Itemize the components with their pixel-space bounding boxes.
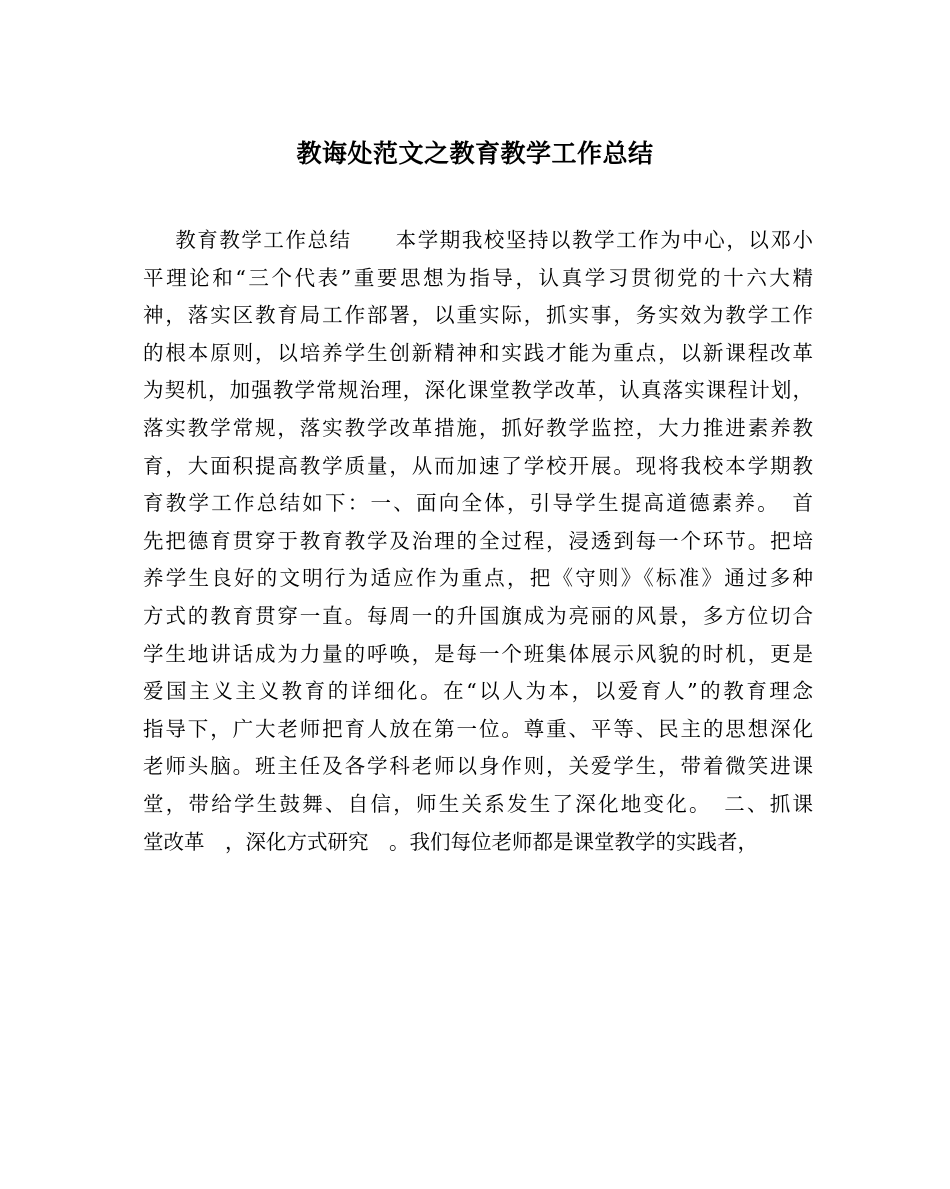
body-line: 堂，带给学生鼓舞、自信，师生关系发生了深化地变化。 二、抓课 — [143, 791, 813, 816]
body-line: 老师头脑。班主任及各学科老师以身作则，关爱学生，带着微笑进课 — [143, 754, 813, 779]
body-line: 爱国主义主义教育的详细化。在“以人为本，以爱育人”的教育理念 — [143, 679, 813, 704]
body-line: 的根本原则，以培养学生创新精神和实践才能为重点，以新课程改革 — [143, 340, 813, 365]
body-line: 平理论和“三个代表”重要思想为指导，认真学习贯彻党的十六大精 — [143, 265, 813, 290]
body-line: 神，落实区教育局工作部署，以重实际，抓实事，务实效为教学工作 — [143, 303, 813, 328]
body-line: 育，大面积提高教学质量，从而加速了学校开展。现将我校本学期教 — [143, 453, 813, 478]
body-line: 方式的教育贯穿一直。每周一的升国旗成为亮丽的风景，多方位切合 — [143, 603, 813, 628]
body-line: 堂改革 ，深化方式研究 。我们每位老师都是课堂教学的实践者， — [143, 829, 758, 854]
document-title: 教诲处范文之教育教学工作总结 — [296, 139, 654, 168]
body-line: 指导下，广大老师把育人放在第一位。尊重、平等、民主的思想深化 — [143, 716, 813, 741]
body-line: 教育教学工作总结 本学期我校坚持以教学工作为中心，以邓小 — [143, 228, 813, 252]
body-line: 落实教学常规，落实教学改革措施，抓好教学监控，大力推进素养教 — [143, 415, 813, 440]
document-body — [143, 222, 813, 861]
body-line: 学生地讲话成为力量的呼唤，是每一个班集体展示风貌的时机，更是 — [143, 641, 813, 666]
body-line: 育教学工作总结如下：一、面向全体，引导学生提高道德素养。 首 — [143, 491, 813, 516]
body-line: 先把德育贯穿于教育教学及治理的全过程，浸透到每一个环节。把培 — [143, 528, 813, 553]
body-line: 为契机，加强教学常规治理，深化课堂教学改革，认真落实课程计划， — [143, 378, 813, 403]
body-line: 养学生良好的文明行为适应作为重点，把《守则》《标准》通过多种 — [143, 566, 813, 591]
